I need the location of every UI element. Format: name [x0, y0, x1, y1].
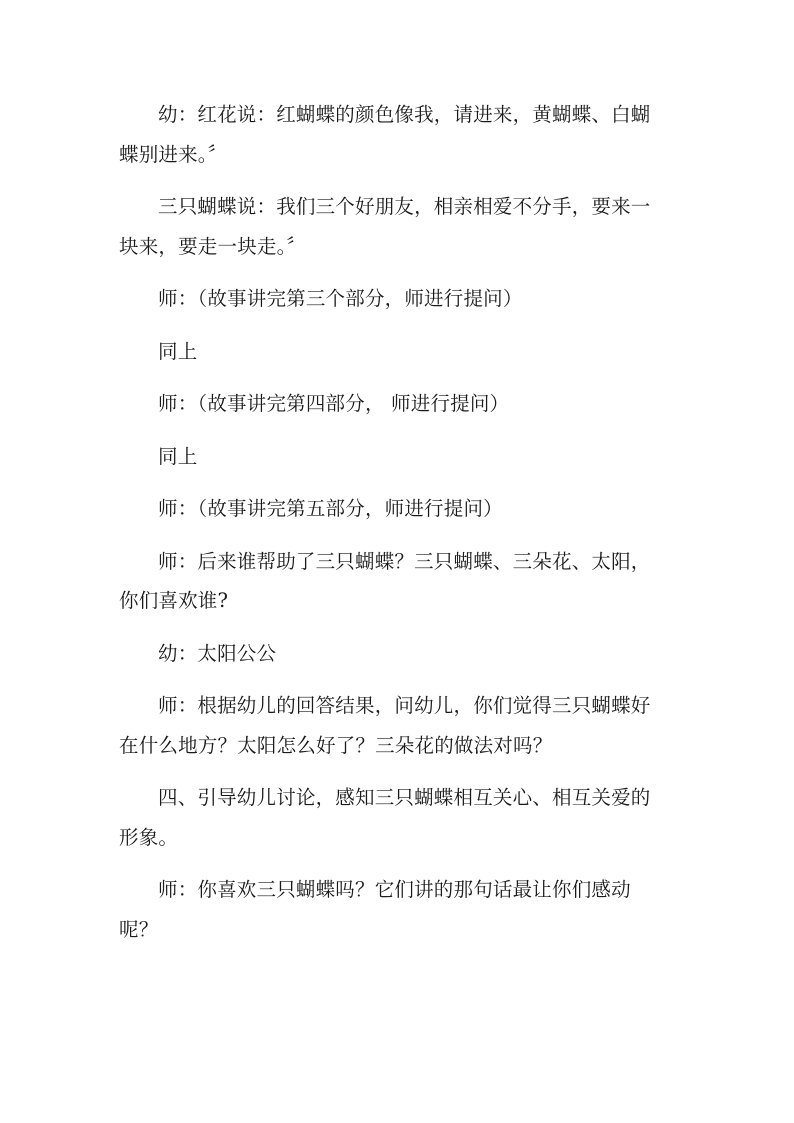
document-body	[119, 95, 659, 962]
paragraph-red-flower-reply: 幼：红花说：红蝴蝶的颜色像我，请进来，黄蝴蝶、白蝴蝶别进来。〞	[119, 103, 651, 166]
paragraph-same-as-above-2: 同上	[158, 444, 198, 468]
paragraph-section-four-heading: 四、引导幼儿讨论，感知三只蝴蝶相互关心、相互关爱的形象。	[119, 786, 651, 849]
paragraph-child-sun: 幼：太阳公公	[158, 641, 277, 665]
paragraph-teacher-part-three: 师：（故事讲完第三个部分，师进行提问）	[158, 287, 523, 310]
paragraph-teacher-follow-up: 师：根据幼儿的回答结果，问幼儿，你们觉得三只蝴蝶好在什么地方？太阳怎么好了？三朵花的做法对吗？	[119, 694, 651, 757]
paragraph-teacher-part-four: 师：（故事讲完第四部分， 师进行提问）	[158, 392, 510, 415]
paragraph-same-as-above-1: 同上	[158, 339, 198, 363]
paragraph-teacher-part-five: 师：（故事讲完第五部分，师进行提问）	[158, 497, 503, 520]
paragraph-three-butterflies-reply: 三只蝴蝶说：我们三个好朋友，相亲相爱不分手，要来一块来，要走一块走。〞	[119, 195, 651, 258]
paragraph-teacher-who-helped: 师：后来谁帮助了三只蝴蝶？三只蝴蝶、三朵花、太阳，你们喜欢谁?	[119, 549, 651, 612]
paragraph-teacher-final-question: 师：你喜欢三只蝴蝶吗？它们讲的那句话最让你们感动呢？	[119, 878, 631, 941]
